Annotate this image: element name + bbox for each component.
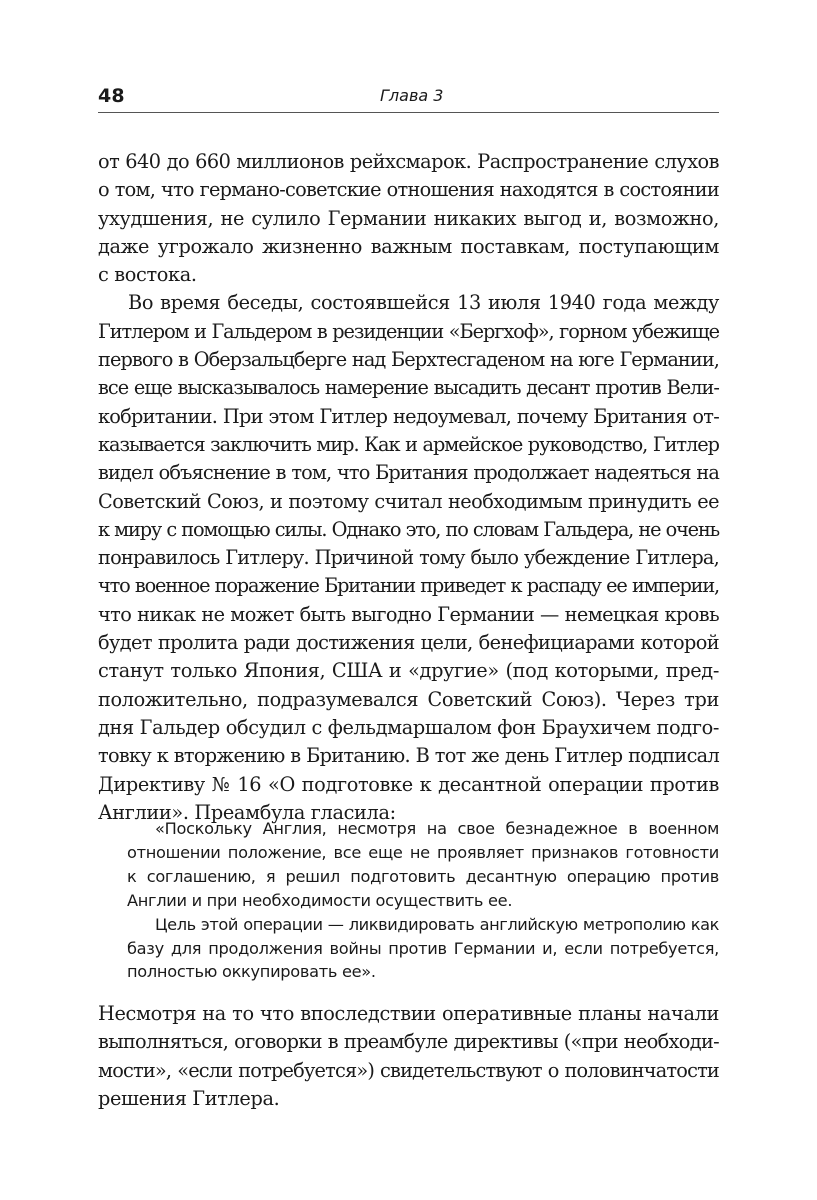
running-head-chapter: Глава 3 (380, 86, 444, 105)
text-line: положительно, подразумевался Советский Союз). Через три (98, 687, 719, 711)
text-line: будет пролита ради достижения цели, бенефициарами которой (98, 631, 719, 655)
text-line: выполняться, оговорки в преамбуле директивы («при необходи- (98, 1030, 719, 1054)
paragraph-1 (98, 148, 719, 289)
text-line: что никак не может быть выгодно Германии — немецкая кровь (98, 602, 719, 626)
text-line: что военное поражение Британии приведет к распаду ее империи, (98, 574, 719, 598)
text-line: товку к вторжению в Британию. В тот же день Гитлер подписал (98, 744, 719, 768)
quote-line: базу для продолжения войны против Германии и, если потребуется, (127, 938, 719, 958)
text-line: кобритании. При этом Гитлер недоумевал, почему Британия от- (98, 404, 719, 428)
quote-line: полностью оккупировать ее». (127, 962, 376, 982)
text-line: Англии». Преамбула гласила: (98, 800, 396, 824)
text-line: решения Гитлера. (98, 1086, 280, 1110)
text-line: понравилось Гитлеру. Причиной тому было убеждение Гитлера, (98, 546, 719, 570)
quote-line: «Поскольку Англия, несмотря на свое безнадежное в военном (155, 819, 719, 838)
text-line: Советский Союз, и поэтому считал необходимым принудить ее (98, 489, 719, 513)
text-line: станут только Япония, США и «другие» (под которыми, пред- (98, 659, 719, 683)
text-line: дня Гальдер обсудил с фельдмаршалом фон Браухичем подго- (98, 715, 719, 739)
page-number: 48 (98, 85, 125, 107)
page-header (98, 84, 719, 113)
quote-paragraph-1 (127, 817, 719, 913)
text-line: от 640 до 660 миллионов рейхсмарок. Распространение слухов (98, 150, 719, 173)
quote-line: к соглашению, я решил подготовить десантную операцию против (127, 866, 719, 886)
quote-paragraph-2 (127, 913, 719, 985)
body-text-top (98, 148, 719, 827)
quote-line: Англии и при необходимости осуществить ее. (127, 890, 513, 910)
text-line: Директиву № 16 «О подготовке к десантной операции против (98, 772, 719, 796)
text-line: все еще высказывалось намерение высадить десант против Вели- (98, 376, 719, 400)
paragraph-3 (98, 1000, 719, 1113)
text-line: о том, что германо-советские отношения находятся в состоянии (98, 178, 719, 202)
text-line: ухудшения, не сулило Германии никаких выгод и, возможно, (98, 206, 719, 230)
text-line: Гитлером и Гальдером в резиденции «Бергхоф», горном убежище (98, 319, 719, 343)
text-line: Во время беседы, состоявшейся 13 июля 1940 года между (128, 291, 719, 315)
directive-quote (127, 817, 719, 984)
quote-line: отношении положение, все еще не проявляет признаков готовности (127, 842, 719, 862)
text-line: Несмотря на то что впоследствии оперативные планы начали (98, 1002, 719, 1025)
text-line: первого в Оберзальцберге над Берхтесгаденом на юге Германии, (98, 348, 719, 372)
text-line: к миру с помощью силы. Однако это, по словам Гальдера, не очень (98, 517, 719, 541)
text-line: казывается заключить мир. Как и армейское руководство, Гитлер (98, 432, 719, 456)
quote-line: Цель этой операции — ликвидировать английскую метрополию как (155, 914, 719, 934)
text-line: с востока. (98, 263, 197, 287)
text-line: видел объяснение в том, что Британия продолжает надеяться на (98, 461, 719, 485)
body-text-bottom (98, 1000, 719, 1113)
text-line: мости», «если потребуется») свидетельствуют о половинчатости (98, 1058, 719, 1082)
text-line: даже угрожало жизненно важным поставкам, поступающим (98, 234, 719, 258)
paragraph-2 (98, 289, 719, 827)
